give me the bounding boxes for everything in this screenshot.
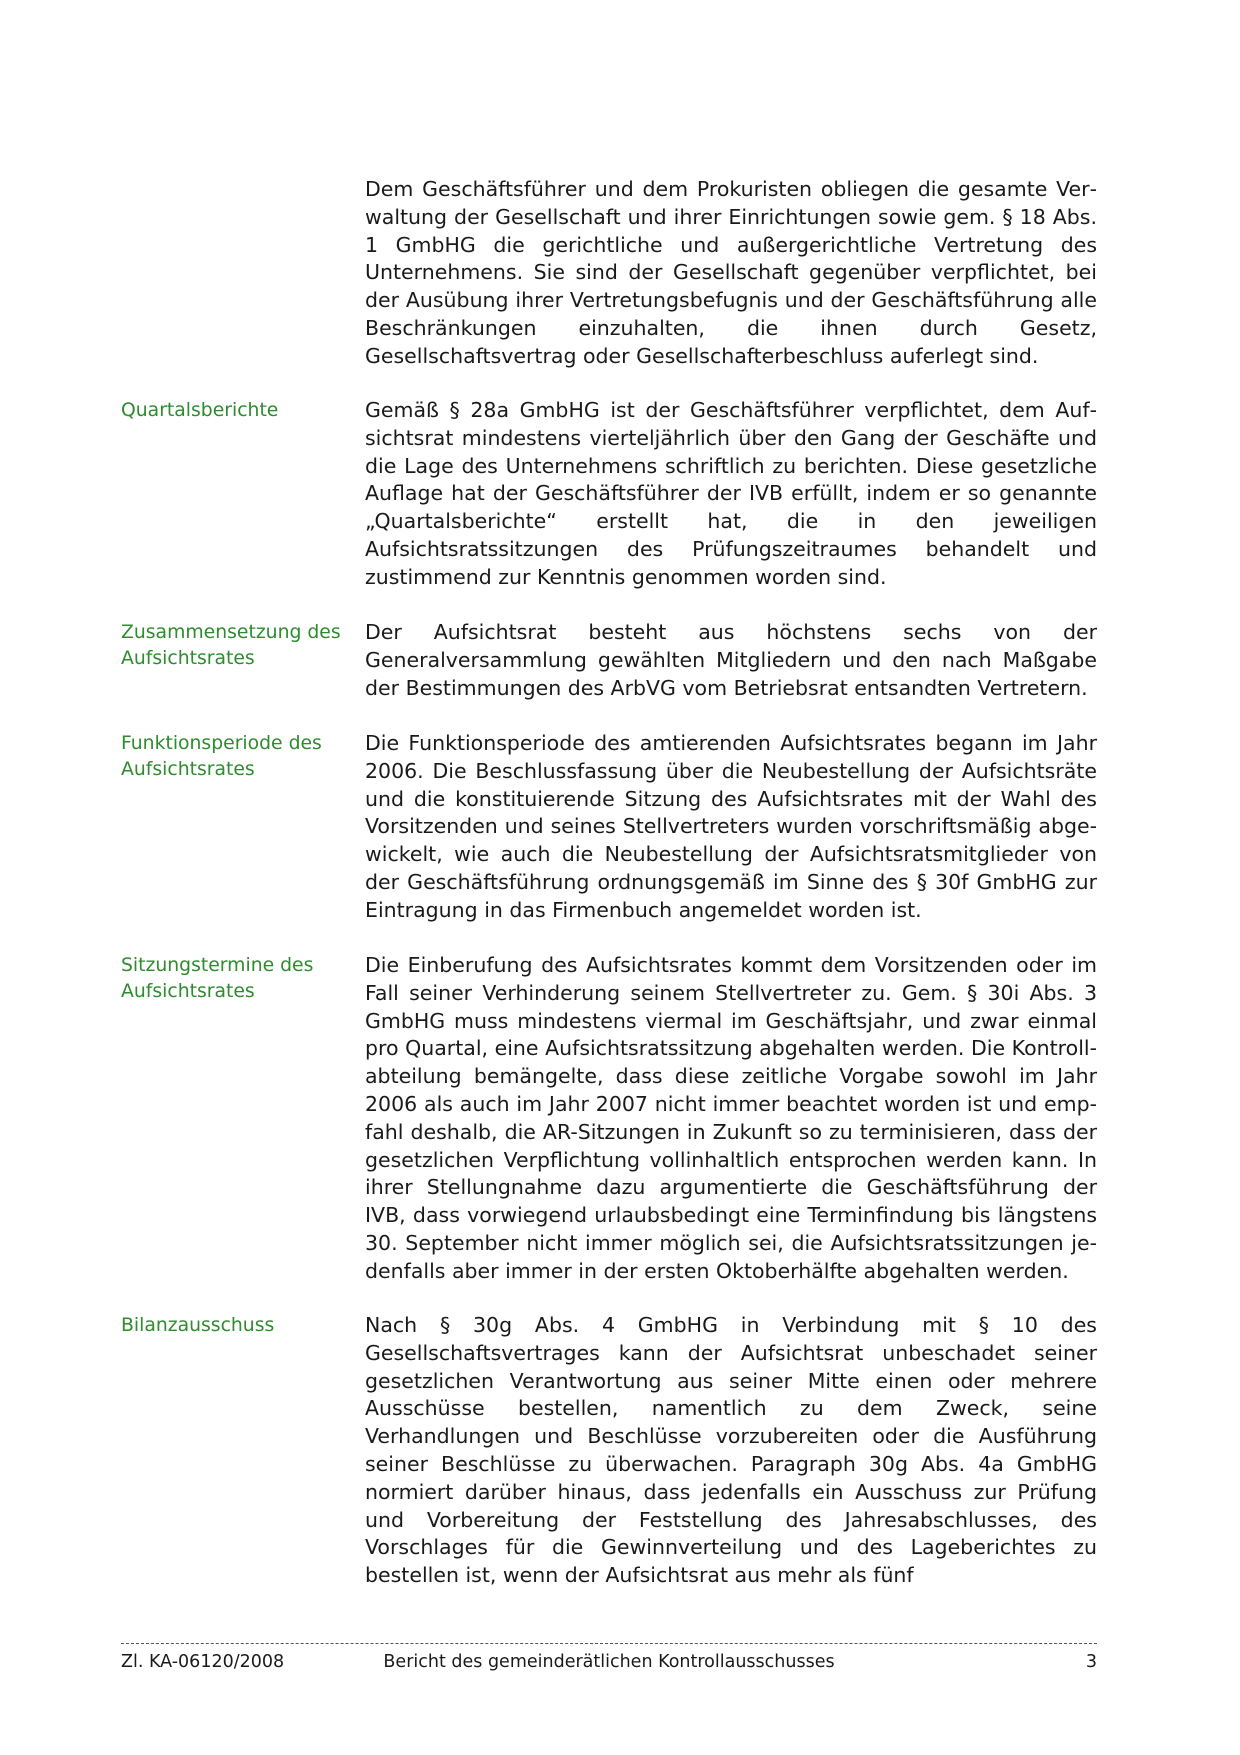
margin-heading-quartalsberichte: Quartalsberichte <box>121 400 279 421</box>
paragraph-intro: Dem Geschäftsführer und dem Prokuristen obliegen die gesamte Verwaltung der Gesellschaft und ihrer Einrichtungen sowie gem. § 18 Abs. 1 GmbHG die gerichtliche und außergerichtliche Vertretung des Unternehmens. Sie sind der Gesellschaft gegenüber verpflichtet, bei der Ausübung ihrer Vertretungsbefugnis und der Geschäftsführung alle Beschränkungen einzuhalten, die ihnen durch Gesetz, Gesellschaftsvertrag oder Gesellschafterbeschluss auferlegt sind. <box>365 177 1097 368</box>
footer-divider <box>121 1643 1097 1644</box>
paragraph-funktionsperiode: Die Funktionsperiode des amtierenden Aufsichtsrates begann im Jahr 2006. Die Beschlussfassung über die Neubestellung der Aufsichtsräte und die konstituierende Sitzung des Aufsichtsrates mit der Wahl des Vorsitzenden und seines Stellvertreters wurden vorschriftsmäßig abgewickelt, wie auch die Neubestellung der Aufsichtsratsmitglieder von der Geschäftsführung ordnungsgemäß im Sinne des § 30f GmbHG zur Eintragung in das Firmenbuch angemeldet worden ist. <box>365 731 1097 922</box>
margin-heading-zusammensetzung: Zusammensetzung des Aufsichtsrates <box>121 622 341 669</box>
footer-title: Bericht des gemeinderätlichen Kontrollausschusses <box>383 1652 835 1672</box>
footer-reference: Zl. KA-06120/2008 <box>121 1652 285 1672</box>
paragraph-bilanzausschuss: Nach § 30g Abs. 4 GmbHG in Verbindung mit § 10 des Gesellschaftsvertrages kann der Aufsichtsrat unbeschadet seiner gesetzlichen Verantwortung aus seiner Mitte einen oder mehrere Ausschüsse bestellen, namentlich zu dem Zweck, seine Verhandlungen und Beschlüsse vorzubereiten oder die Ausführung seiner Beschlüsse zu überwachen. Paragraph 30g Abs. 4a GmbHG normiert darüber hinaus, dass jedenfalls ein Ausschuss zur Prüfung und Vorbereitung der Feststellung des Jahresabschlusses, des Vorschlages für die Gewinnverteilung und des Lageberichtes zu bestellen ist, wenn der Aufsichtsrat aus mehr als fünf <box>365 1313 1097 1588</box>
paragraph-quartalsberichte: Gemäß § 28a GmbHG ist der Geschäftsführer verpflichtet, dem Aufsichtsrat mindestens vierteljährlich über den Gang der Geschäfte und die Lage des Unternehmens schriftlich zu berichten. Diese gesetzliche Auflage hat der Geschäftsführer der IVB erfüllt, indem er so genannte „Quartalsberichte“ erstellt hat, die in den jeweiligen Aufsichtsratssitzungen des Prüfungszeitraumes behandelt und zustimmend zur Kenntnis genommen worden sind. <box>365 398 1097 589</box>
margin-heading-sitzungstermine: Sitzungstermine des Aufsichtsrates <box>121 955 314 1002</box>
paragraph-zusammensetzung: Der Aufsichtsrat besteht aus höchstens sechs von der Generalversammlung gewählten Mitgliedern und den nach Maßgabe der Bestimmungen des ArbVG vom Betriebsrat entsandten Vertretern. <box>365 620 1097 700</box>
paragraph-sitzungstermine: Die Einberufung des Aufsichtsrates kommt dem Vorsitzenden oder im Fall seiner Verhinderung seinem Stellvertreter zu. Gem. § 30i Abs. 3 GmbHG muss mindestens viermal im Geschäftsjahr, und zwar einmal pro Quartal, eine Aufsichtsratssitzung abgehalten werden. Die Kontrollabteilung bemängelte, dass diese zeitliche Vorgabe sowohl im Jahr 2006 als auch im Jahr 2007 nicht immer beachtet worden ist und empfahl deshalb, die AR-Sitzungen in Zukunft so zu terminisieren, dass der gesetzlichen Verpflichtung vollinhaltlich entsprochen werden kann. In ihrer Stellungnahme dazu argumentierte die Geschäftsführung der IVB, dass vorwiegend urlaubsbedingt eine Terminfindung bis längstens 30. September nicht immer möglich sei, die Aufsichtsratssitzungen jedenfalls aber immer in der ersten Oktoberhälfte abgehalten werden. <box>365 953 1097 1283</box>
margin-heading-bilanzausschuss: Bilanzausschuss <box>121 1315 275 1336</box>
margin-heading-funktionsperiode: Funktionsperiode des Aufsichtsrates <box>121 733 322 780</box>
page-number: 3 <box>1085 1652 1097 1672</box>
